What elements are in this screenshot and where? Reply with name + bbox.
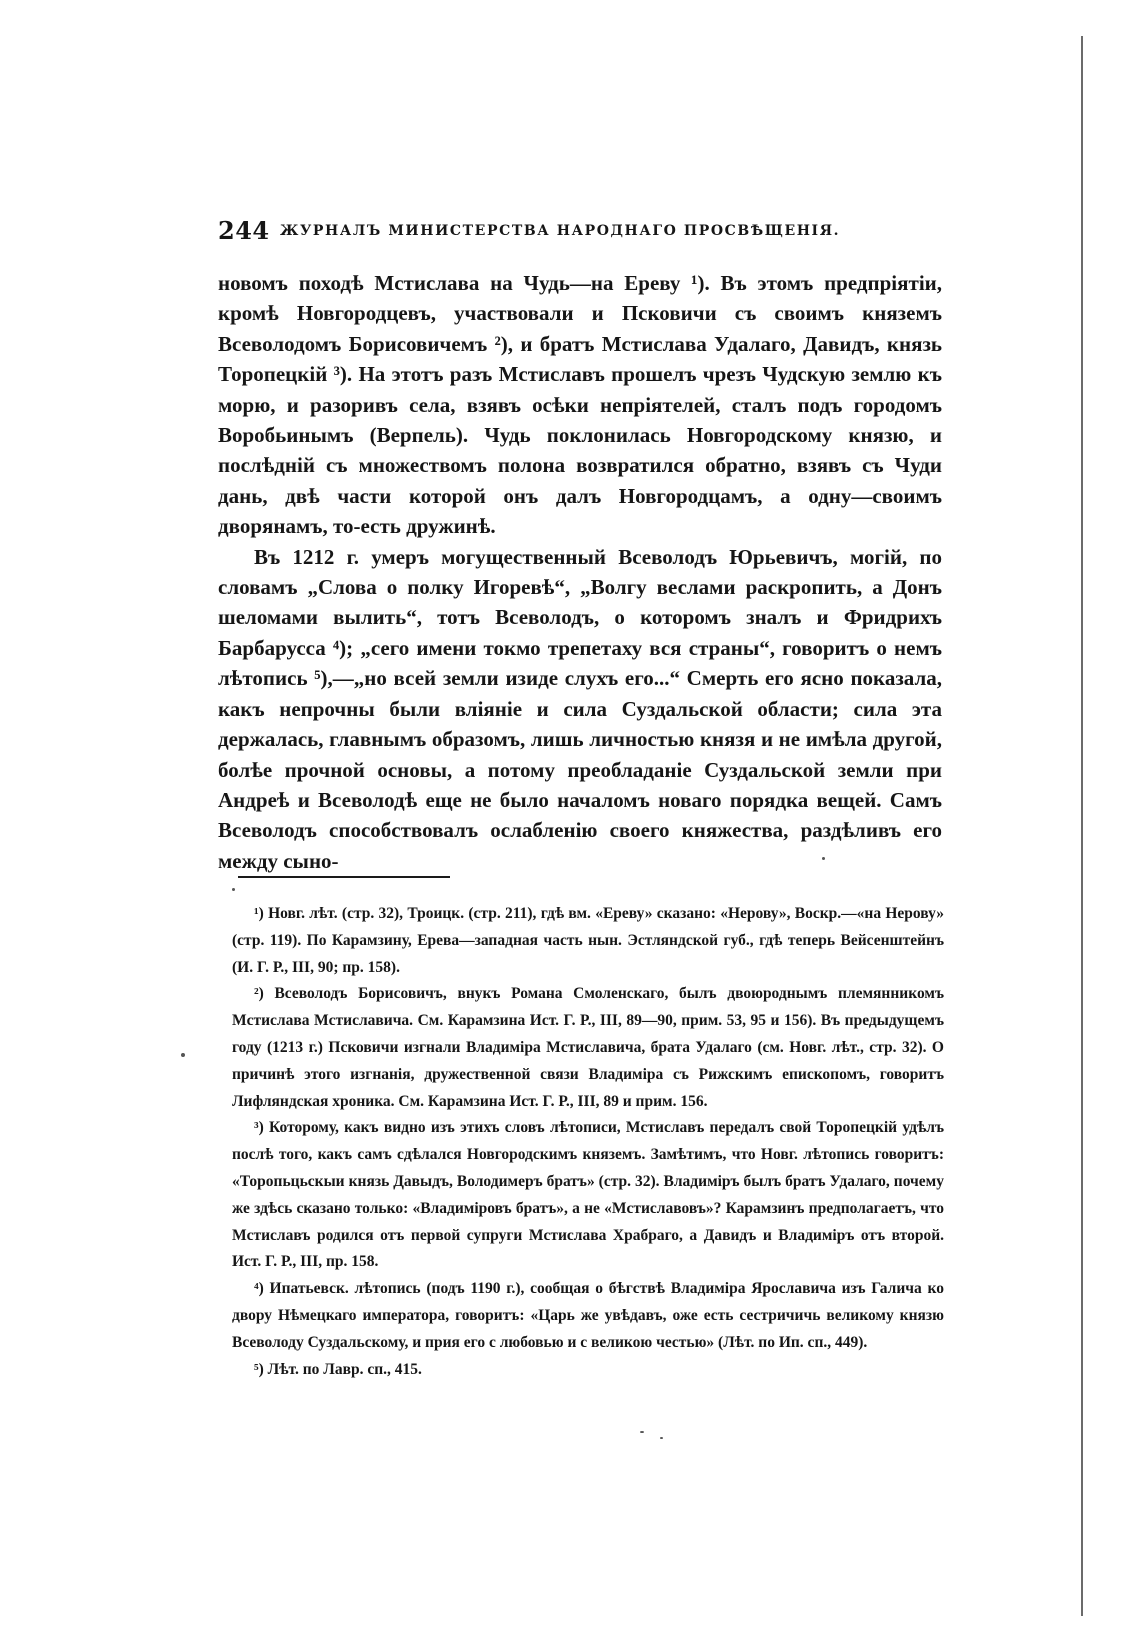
scan-speck	[822, 857, 825, 860]
page-header	[218, 216, 938, 256]
running-head: ЖУРНАЛЪ МИНИСТЕРСТВА НАРОДНАГО ПРОСВѢЩЕНІЯ.	[280, 223, 841, 239]
footnotes	[232, 901, 944, 1383]
paragraph-2: Въ 1212 г. умеръ могущественный Всеволодъ Юрьевичъ, могій, по словамъ „Слова о полку Игоревѣ“, „Волгу веслами раскропить, а Донъ шеломами вылить“, тотъ Всеволодъ, о которомъ зналъ и Фридрихъ Барбарусса ⁴); „сего имени токмо трепетаху вся страны“, говоритъ о немъ лѣтопись ⁵),—„но всей земли изиде слухъ его...“ Смерть его ясно показала, какъ непрочны были вліяніе и сила Суздальской области; сила эта держалась, главнымъ образомъ, лишь личностью князя и не имѣла другой, болѣе прочной основы, а потому преобладаніе Суздальской земли при Андреѣ и Всеволодѣ еще не было началомъ новаго порядка вещей. Самъ Всеволодъ способствовалъ ослабленію своего княжества, раздѣливъ его между сыно-	[218, 544, 942, 873]
footnote-separator	[238, 876, 450, 878]
footnote-3: ³) Которому, какъ видно изъ этихъ словъ лѣтописи, Мстиславъ передалъ свой Торопецкій удѣлъ послѣ того, какъ самъ сдѣлался Новгородскимъ княземъ. Замѣтимъ, что Новг. лѣтопись говоритъ: «Торопьцьскыи князь Давыдъ, Володимеръ братъ» (стр. 32). Владиміръ былъ братъ Удалаго, почему же здѣсь сказано только: «Владиміровъ братъ», а не «Мстиславовъ»? Карамзинъ предполагаетъ, что Мстиславъ родился отъ первой супруги Мстислава Храбраго, а Давидъ и Владиміръ отъ второй. Ист. Г. Р., III, пр. 158.	[232, 1119, 944, 1271]
scan-speck	[232, 888, 235, 891]
page-number: 244	[218, 216, 270, 245]
scan-speck	[660, 1437, 663, 1439]
footnote-4: ⁴) Ипатьевск. лѣтопись (подъ 1190 г.), сообщая о бѣгствѣ Владиміра Ярославича изъ Галича ко двору Нѣмецкаго императора, говоритъ: «Царь же увѣдавъ, оже есть сестричичь великому князю Всеволоду Суздальскому, и прия его с любовью и с великою честью» (Лѣт. по Ип. сп., 449).	[232, 1280, 944, 1351]
main-text	[218, 268, 942, 876]
scan-speck	[640, 1431, 644, 1433]
footnote-2: ²) Всеволодъ Борисовичъ, внукъ Романа Смоленскаго, былъ двоюроднымъ племянникомъ Мстислава Мстиславича. См. Карамзина Ист. Г. Р., III, 89—90, прим. 53, 95 и 156). Въ предыдущемъ году (1213 г.) Псковичи изгнали Владиміра Мстиславича, брата Удалаго (см. Новг. лѣт., стр. 32). О причинѣ этого изгнанія, дружественной связи Владиміра съ Рижскимъ епископомъ, говоритъ Лифляндская хроника. См. Карамзина Ист. Г. Р., III, 89 и прим. 156.	[232, 985, 944, 1110]
footnote-5: ⁵) Лѣт. по Лавр. сп., 415.	[254, 1360, 422, 1378]
footnote-1: ¹) Новг. лѣт. (стр. 32), Троицк. (стр. 211), гдѣ вм. «Ереву» сказано: «Нерову», Воскр.—«на Нерову» (стр. 119). По Карамзину, Ерева—западная часть нын. Эстляндской губ., гдѣ теперь Вейсенштейнъ (И. Г. Р., III, 90; пр. 158).	[232, 905, 944, 976]
scan-edge-line	[1081, 36, 1083, 1616]
paragraph-1: новомъ походѣ Мстислава на Чудь—на Ереву ¹). Въ этомъ предпріятіи, кромѣ Новгородцевъ, участвовали и Псковичи съ своимъ княземъ Всеволодомъ Борисовичемъ ²), и братъ Мстислава Удалаго, Давидъ, князь Торопецкій ³). На этотъ разъ Мстиславъ прошелъ чрезъ Чудскую землю къ морю, и разоривъ села, взявъ осѣки непріятелей, сталъ подъ городомъ Воробьинымъ (Верпель). Чудь поклонилась Новгородскому князю, и послѣдній съ множествомъ полона возвратился обратно, взявъ съ Чуди дань, двѣ части которой онъ далъ Новгородцамъ, а одну—своимъ дворянамъ, то-есть дружинѣ.	[218, 271, 942, 539]
scan-speck	[181, 1053, 185, 1057]
